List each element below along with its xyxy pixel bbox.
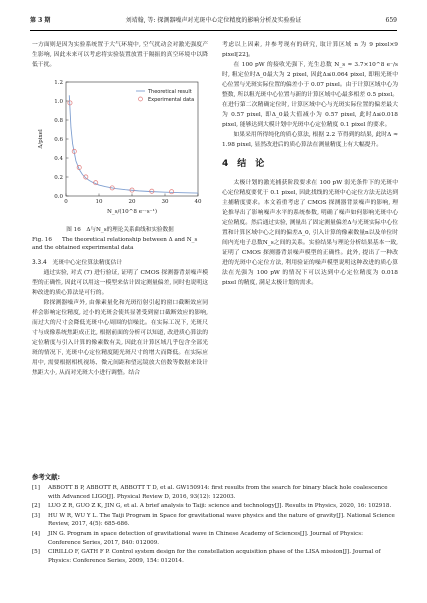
y-axis-label: Δ/pixel <box>38 129 44 149</box>
y-tick-label: 0.8 <box>54 118 63 124</box>
x-tick-label: 40 <box>194 199 202 205</box>
paragraph: 太极计划的激光捕获阶段要求在 100 pW 弱光条件下的光斑中心定位精度要优于 0.1 pixel, 因此找线的光斑中心定位方法无法达到主捕精度要求。本文着重考虑了 CMOS 探测器背景噪声的影响, 理论推导出了影响噪声水平的系统参数, 明确了噪声如何影响光斑中心定位精度。然后通过实验, 测量出了固定测量偏差Δ与光斑实际中心位置和计算区域中心之间的偏差Δ_0, 引入计算的像素数量n以及单位时间内光电子总数N_s之间的关系。实验结果与理论分析结果基本一致, 证明了 CMOS 探测器背景噪声模型的正确性。此外, 提出了一种改进的光斑中心定位方法, 利用验证的噪声模型说明这种改进的质心算法在光强为 100 pW 的情况下可以达到中心定位精度为 0.018 pixel 的精度, 满足太极计划的需求。 <box>222 180 398 286</box>
subsection-heading: 3.3.4 光斑中心定位算法精度估计 <box>32 260 123 266</box>
references <box>32 472 395 566</box>
x-tick-label: 10 <box>95 199 103 205</box>
running-title: 刘靖翰, 等: 探测器噪声对光斑中心定位精度的影响分析及实验验证 <box>125 17 302 24</box>
y-tick-label: 1.2 <box>54 80 63 86</box>
paragraph: 在 100 pW 的接收光强下, 光生总数 N_s ≈ 3.7×10^8 e⁻/s时, 粗定位时Δ_0最大为 2 pixel, 因此Δ≤0.064 pixel, 即粗光斑中心位置与光斑实际位置的偏差小于 0.07 pixel。由于计算区域中心为整数, 所以粗光斑中心位置与新的计算区域中心最多相差 0.5 pixel。在进行第二次精确定位时, 计算区域中心与光斑实际位置的偏差最大为 0.57 pixel, 即Δ_0最大值减小为 0.57 pixel, 此时Δ≤0.018 pixel, 能够达到大模计划中光斑中心定位精度 0.1 pixel 的要求。 <box>222 62 398 128</box>
reference-text: LUO Z R, GUO Z K, JIN G, et al. A brief analysis to Taiji: science and technology[J]. Results in Physics, 2020, 16: 102918. <box>48 503 392 510</box>
reference-item <box>32 502 395 511</box>
reference-item <box>32 548 395 565</box>
x-tick-label: 30 <box>161 199 169 205</box>
theoretical-curve <box>69 95 198 193</box>
page-header <box>30 14 397 31</box>
legend-label: Theoretical result <box>148 89 192 95</box>
figure-caption-en <box>32 236 208 252</box>
reference-number: [1] <box>32 485 40 491</box>
section-heading: 4 结 论 <box>222 159 265 169</box>
x-tick-label: 0 <box>64 199 68 205</box>
x-tick-label: 20 <box>128 199 136 205</box>
figure-caption-en-text: The theoretical relationship between Δ and N_s and the obtained experimental data <box>32 237 198 251</box>
right-column <box>222 40 398 288</box>
figure-caption-cn: 图 16 Δ与N_s的理论关系曲线和实验数据 <box>66 227 174 233</box>
y-tick-label: 0.6 <box>54 137 63 143</box>
issue-number: 第 3 期 <box>30 17 51 24</box>
chart-svg <box>32 74 208 222</box>
reference-item <box>32 512 395 529</box>
reference-item <box>32 530 395 547</box>
reference-text: JIN G. Program in space detection of gravitational wave in Chinese Academy of Sciences[J]. Journal of Physics: Conference Series, 2017, 840: 012009. <box>48 530 363 546</box>
reference-text: HU W R, WU Y L. The Taiji Program in Space for gravitational wave physics and the nature of gravity[J]. National Science Review, 2017, 4(5): 685-686. <box>48 512 395 528</box>
left-column <box>32 40 208 378</box>
y-tick-label: 0.0 <box>54 194 63 200</box>
figure-16 <box>32 74 208 222</box>
reference-number: [4] <box>32 530 40 537</box>
paragraph: 考虑以上因素, 并参考现有的研究, 取计算区域 n 为 9 pixel×9 pixel[22]。 <box>222 42 398 58</box>
figure-caption-en-label: Fig. 16 <box>32 237 52 243</box>
page-number: 659 <box>385 17 397 24</box>
legend-label: Experimental data <box>148 97 195 103</box>
reference-text: ABBOTT B P, ABBOTT R, ABBOTT T D, et al. GW150914: first results from the search for binary black hole coalescence with Advanced LIGO[J]. Physical Review D, 2016, 93(12): 122003. <box>48 485 388 500</box>
reference-number: [5] <box>32 549 40 556</box>
reference-text: CIRILLO F, GATH F P. Control system design for the constellation acquisition phase of the LISA mission[J]. Journal of Physics: Conference Series, 2009, 154: 012014. <box>48 549 381 564</box>
y-tick-label: 0.2 <box>54 175 63 181</box>
experimental-point <box>170 190 174 194</box>
y-tick-label: 0.4 <box>54 156 63 162</box>
paragraph: 通过实验, 对式 (7) 进行验证, 证明了 CMOS 探测器背景噪声模型的正确性, 因此可以用这一模型来估计固定测量偏差, 同时也说明这种改进的质心算法是可行的。 <box>32 270 208 296</box>
reference-number: [2] <box>32 503 40 510</box>
reference-item <box>32 484 395 501</box>
x-axis-label: N_s/(10^8 e⁻·s⁻¹) <box>106 209 158 215</box>
references-title: 参考文献: <box>32 473 61 481</box>
paragraph: 如果采用所得纯化的质心算法, 根据 2.2 节得到的结果, 此时Δ ≈ 1.98 pixel, 显然改进后的质心算法在测量精度上有大幅提升。 <box>222 132 398 148</box>
paragraph: 除探测器噪声外, 由像素量化和光斑衍射引起的窗口截断效应同样会影响定位精度, 过小的光斑会使其显著受到窗口截断效应的影响, 而过大的尺寸会降低光斑中心周围的信噪比。在实际工况下, 光斑尺寸与成像系统焦距成正比, 根据前面的分析可以知道, 改进质心算法的定位精度与引入计算的像素数有关, 因此在计算区域几乎包含全部光斑的情况下, 光斑中心定位精度随光斑尺寸的增大而降低。在实际应用中, 需要根据相机视场、微元间距和望远镜放大倍数等数据来设计焦距大小, 从而对光斑大小进行调整。结合 <box>32 300 208 376</box>
reference-number: [3] <box>32 512 40 519</box>
paragraph: 一方面则是因为实验系统置于大气环境中, 空气扰动会对激光强度产生影响, 因此未来可以考虑将实验装置放置于隔振的真空环境中以降低干扰。 <box>32 42 208 68</box>
y-tick-label: 1.0 <box>54 99 63 105</box>
legend-point-swatch <box>139 97 143 101</box>
